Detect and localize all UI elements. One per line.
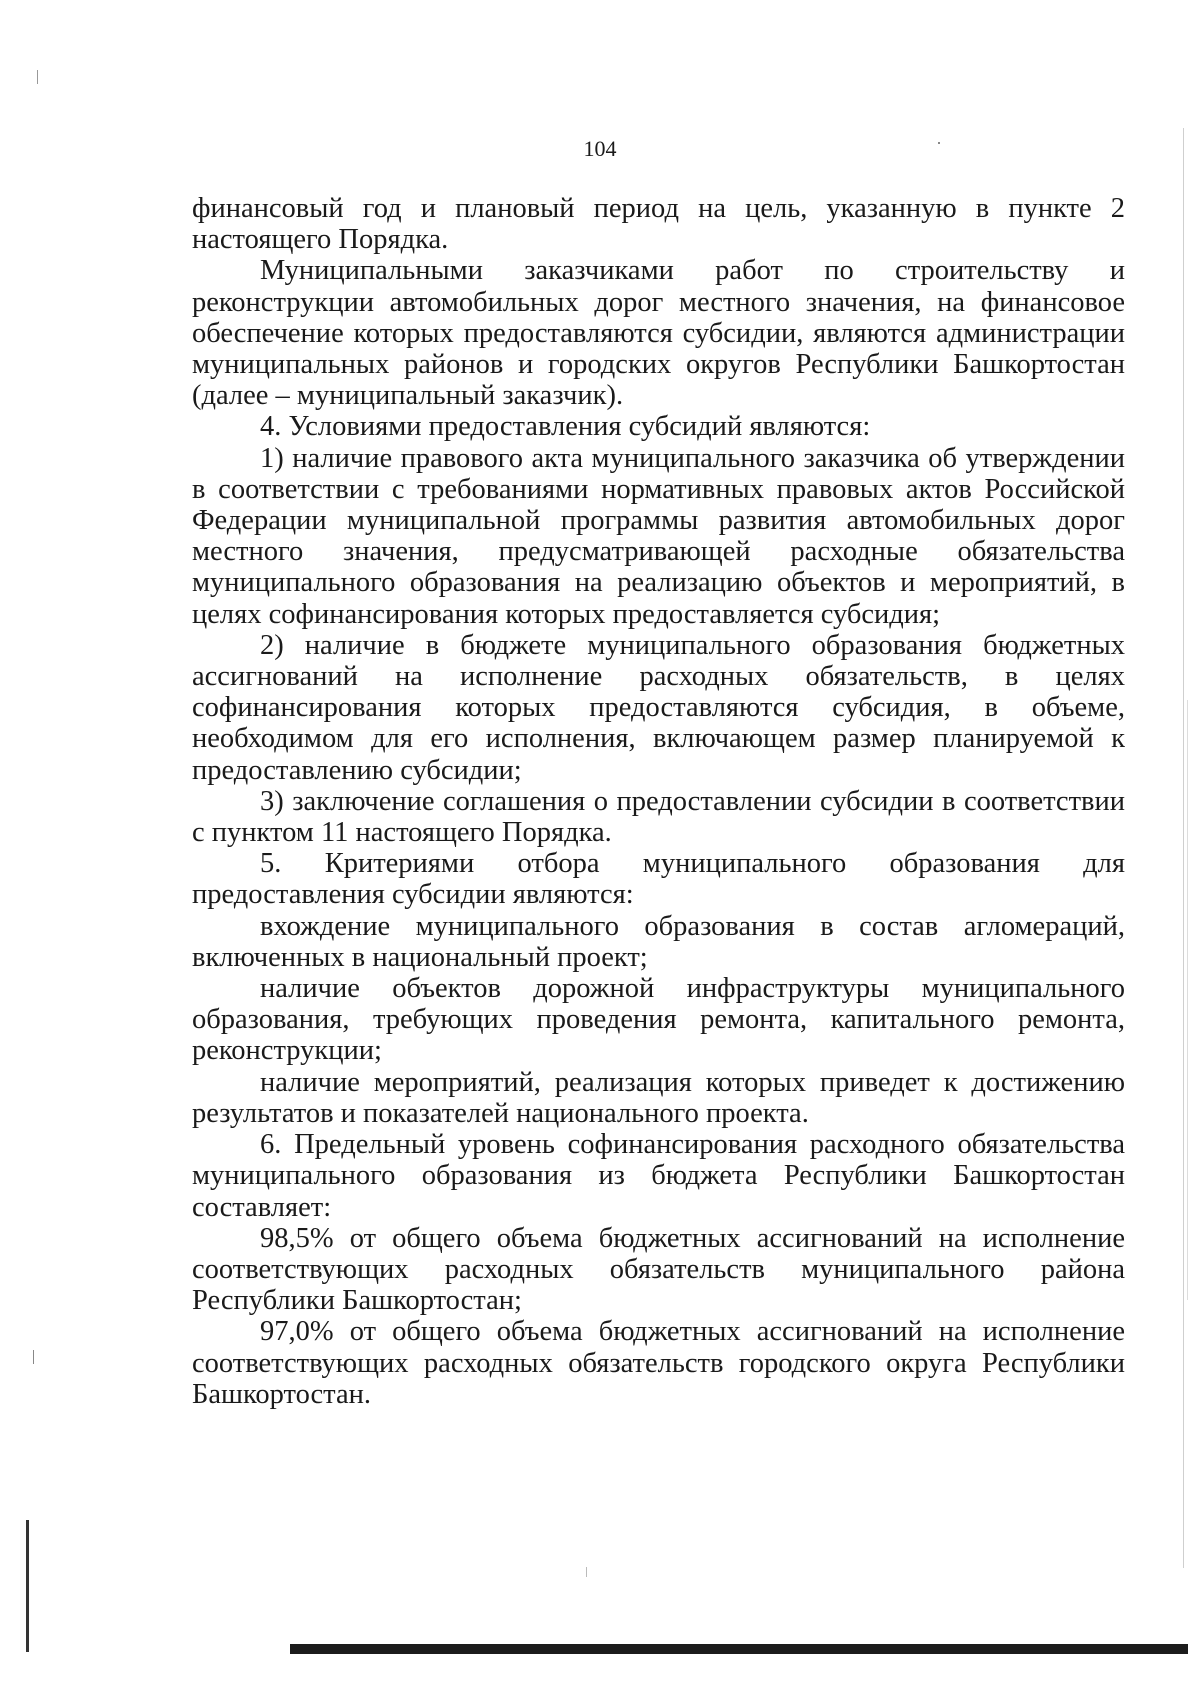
- paragraph-item-5-heading: 5. Критериями отбора муниципального образования для предоставления субсидии являются:: [192, 848, 1125, 911]
- paragraph-criterion-1: вхождение муниципального образования в состав агломераций, включенных в национальный проект;: [192, 910, 1125, 973]
- paragraph-municipal-customers: Муниципальными заказчиками работ по строительству и реконструкции автомобильных дорог местного значения, на финансовое обеспечение которых предоставляются субсидии, являются администрации муниципальных районов и городских округов Республики Башкортостан (далее – муниципальный заказчик).: [192, 255, 1125, 412]
- page-number: 104: [583, 136, 617, 161]
- scan-edge-line: [1187, 700, 1188, 1300]
- paragraph-item-6-heading: 6. Предельный уровень софинансирования расходного обязательства муниципального образования из бюджета Республики Башкортостан составляет:: [192, 1129, 1125, 1223]
- scan-edge-mark: [37, 70, 38, 84]
- paragraph-level-district: 98,5% от общего объема бюджетных ассигнований на исполнение соответствующих расходных обязательств муниципального района Республики Башкортостан;: [192, 1222, 1125, 1317]
- paragraph-continuation: финансовый год и плановый период на цель, указанную в пункте 2 настоящего Порядка.: [192, 193, 1125, 256]
- document-body: [192, 193, 1125, 1410]
- paragraph-condition-3: 3) заключение соглашения о предоставлении субсидии в соответствии с пунктом 11 настоящего Порядка.: [192, 785, 1125, 849]
- scan-edge-line: [1183, 128, 1184, 1568]
- paragraph-criterion-3: наличие мероприятий, реализация которых приведет к достижению результатов и показателей национального проекта.: [192, 1066, 1125, 1129]
- paragraph-level-city-district: 97,0% от общего объема бюджетных ассигнований на исполнение соответствующих расходных обязательств городского округа Республики Башкортостан.: [192, 1316, 1125, 1410]
- paragraph-criterion-2: наличие объектов дорожной инфраструктуры муниципального образования, требующих проведения ремонта, капитального ремонта, реконструкции;: [192, 973, 1125, 1067]
- scan-bottom-bar: [290, 1644, 1188, 1654]
- scan-edge-mark: [33, 1350, 34, 1364]
- paragraph-condition-2: 2) наличие в бюджете муниципального образования бюджетных ассигнований на исполнение расходных обязательств, в целях софинансирования которых предоставляются субсидия, в объеме, необходимом для его исполнения, включающем размер планируемой к предоставлению субсидии;: [192, 629, 1125, 786]
- scan-edge-mark: [26, 1520, 29, 1652]
- scan-speck: [586, 1567, 587, 1577]
- paragraph-condition-1: 1) наличие правового акта муниципального заказчика об утверждении в соответствии с требованиями нормативных правовых актов Российской Федерации муниципальной программы развития автомобильных дорог местного значения, предусматривающей расходные обязательства муниципального образования на реализацию объектов и мероприятий, в целях софинансирования которых предоставляется субсидия;: [192, 442, 1125, 630]
- paragraph-item-4-heading: 4. Условиями предоставления субсидий являются:: [260, 411, 871, 443]
